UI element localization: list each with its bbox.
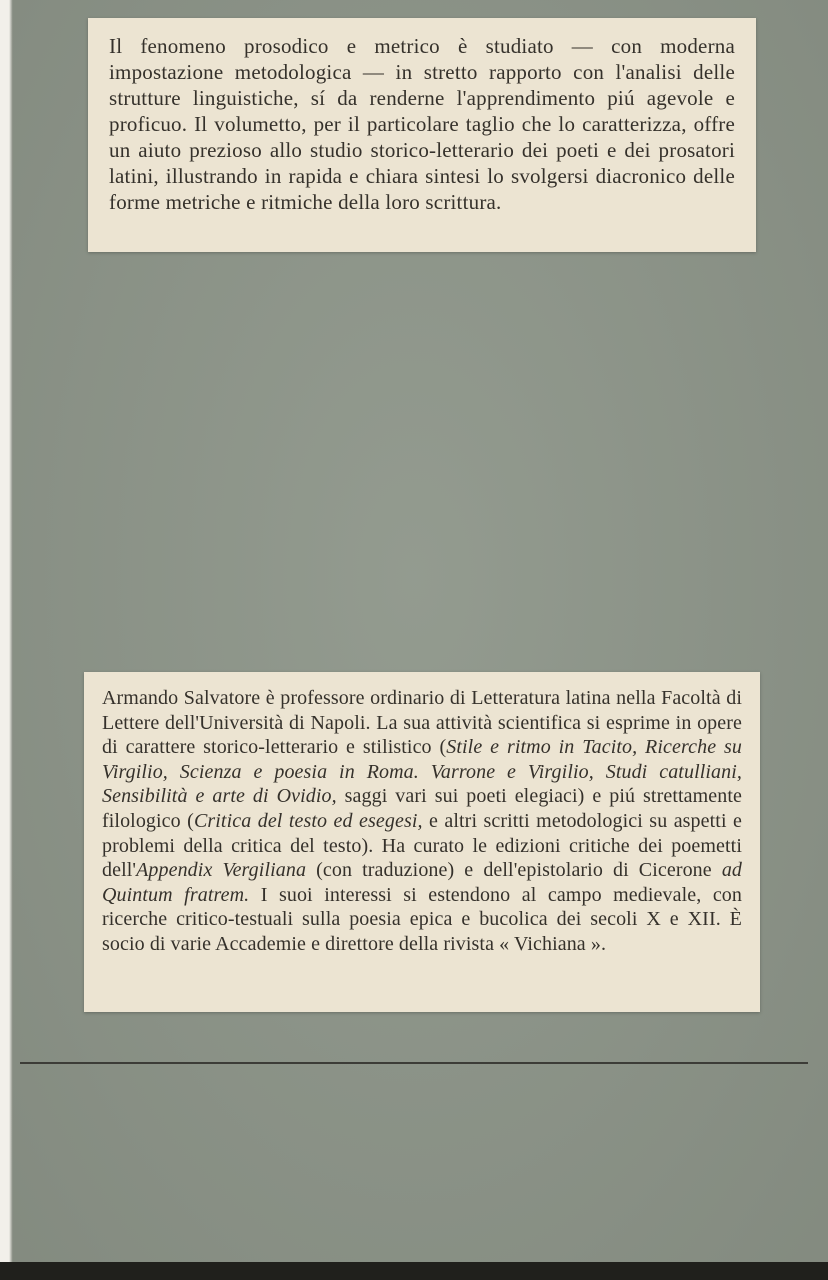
author-bio-panel	[84, 672, 760, 1012]
author-bio-text: Armando Salvatore è professore ordinario di Letteratura latina nella Facoltà di Lettere dell'Università di Napoli. La sua attività scientifica si esprime in opere di carattere storico-letterario e stilistico (Stile e ritmo in Tacito, Ricerche su Virgilio, Scienza e poesia in Roma. Varrone e Virgilio, Studi catulliani, Sensibilità e arte di Ovidio, saggi vari sui poeti elegiaci) e piú strettamente filologico (Critica del testo ed esegesi, e altri scritti metodologici su aspetti e problemi della critica del testo). Ha curato le edizioni critiche dei poemetti dell'Appendix Vergiliana (con traduzione) e dell'epistolario di Cicerone ad Quintum fratrem. I suoi interessi si estendono al campo medievale, con ricerche critico-testuali sulla poesia epica e bucolica dei secoli X e XII. È socio di varie Accademie e direttore della rivista « Vichiana ».	[102, 687, 743, 955]
synopsis-panel	[88, 18, 756, 252]
synopsis-text: Il fenomeno prosodico e metrico è studiato — con moderna impostazione metodologica — in stretto rapporto con l'analisi delle strutture linguistiche, sí da renderne l'apprendimento piú agevole e proficuo. Il volumetto, per il particolare taglio che lo caratterizza, offre un aiuto prezioso allo studio storico-letterario dei poeti e dei prosatori latini, illustrando in rapida e chiara sintesi lo svolgersi diacronico delle forme metriche e ritmiche della loro scrittura.	[109, 34, 735, 214]
page-edge-strip	[0, 0, 13, 1280]
horizontal-rule	[20, 1062, 808, 1064]
book-bottom-edge	[0, 1262, 828, 1280]
